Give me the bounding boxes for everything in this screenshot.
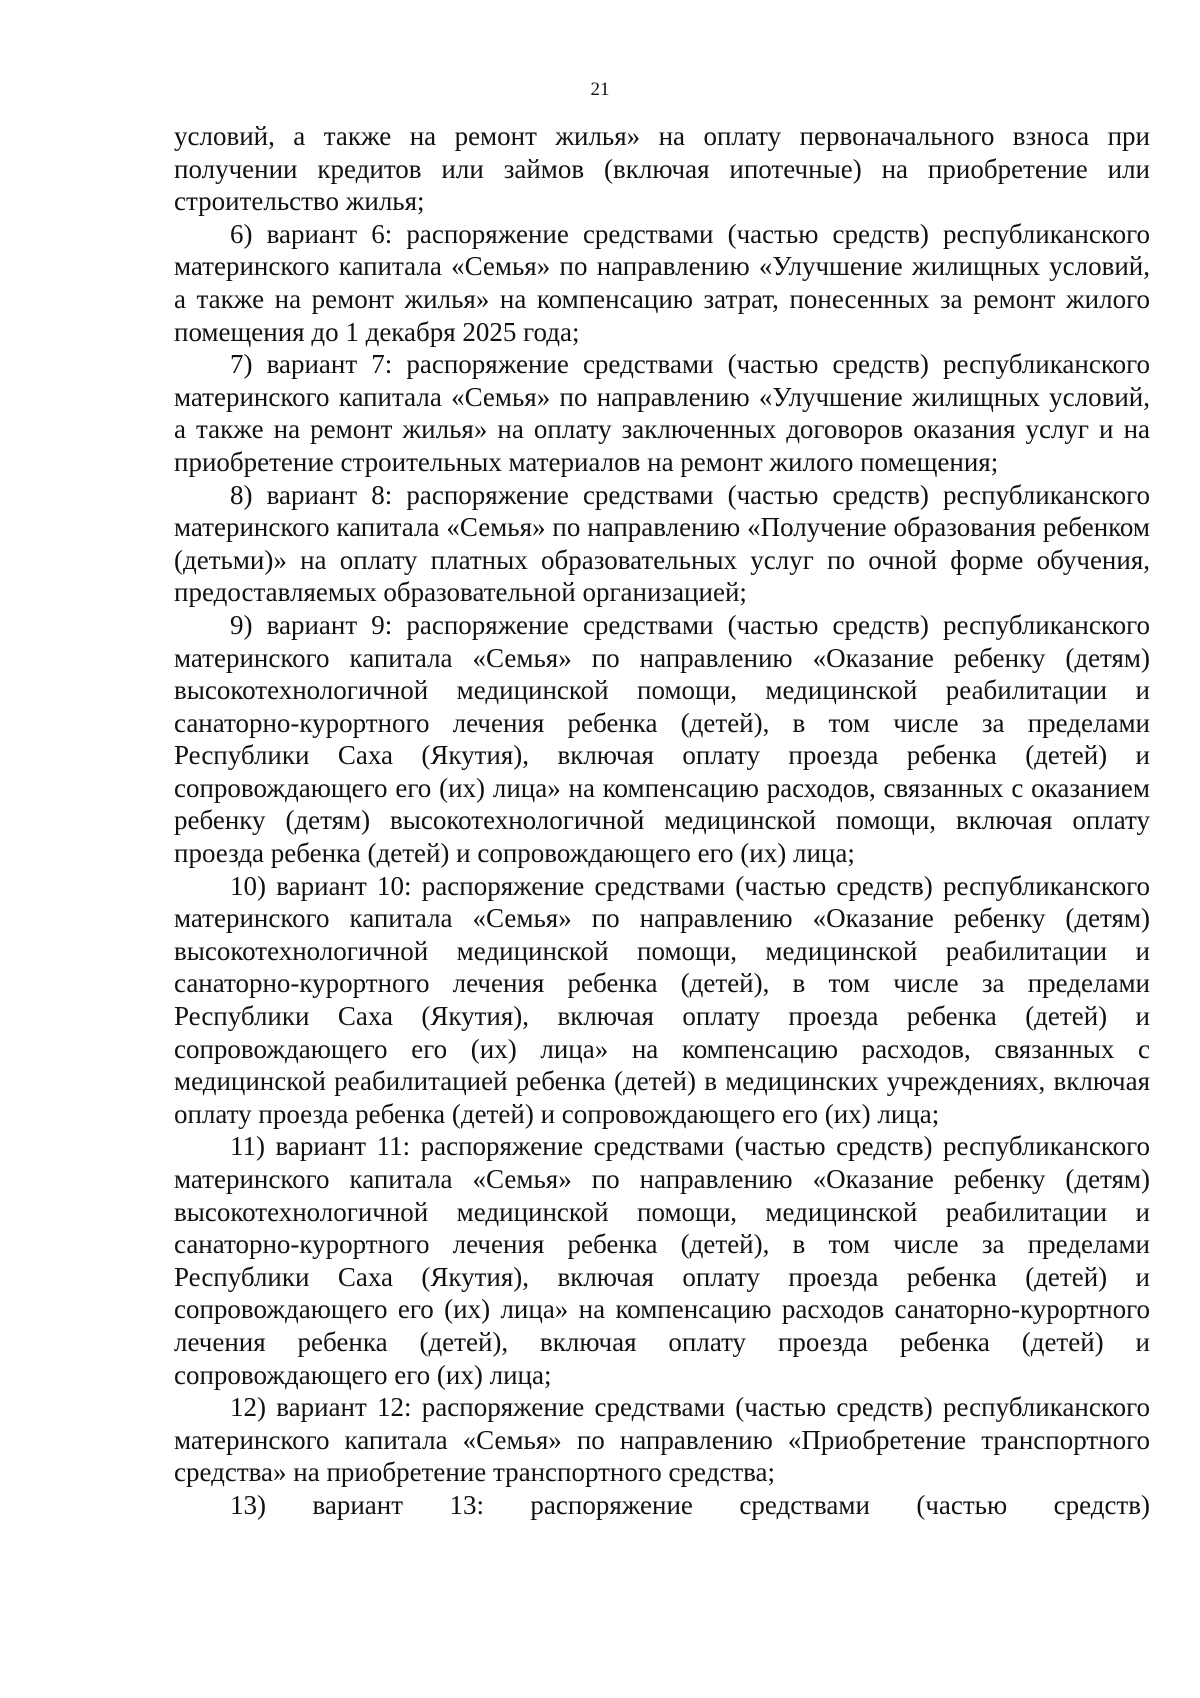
paragraph-variant-6: 6) вариант 6: распоряжение средствами (частью средств) республиканского материнского капитала «Семья» по направлению «Улучшение жилищных условий, а также на ремонт жилья» на компенсацию затрат, понесенных за ремонт жилого помещения до 1 декабря 2025 года; (174, 218, 1150, 347)
paragraph-variant-11: 11) вариант 11: распоряжение средствами (частью средств) республиканского материнского капитала «Семья» по направлению «Оказание ребенку (детям) высокотехнологичной медицинской помощи, медицинской реабилитации и санаторно-курортного лечения ребенка (детей), в том числе за пределами Республики Саха (Якутия), включая оплату проезда ребенка (детей) и сопровождающего его (их) лица» на компенсацию расходов санаторно-курортного лечения ребенка (детей), включая оплату проезда ребенка (детей) и сопровождающего его (их) лица; (174, 1131, 1150, 1390)
paragraph-continuation: условий, а также на ремонт жилья» на оплату первоначального взноса при получении кредитов или займов (включая ипотечные) на приобретение или строительство жилья; (174, 121, 1150, 217)
paragraph-variant-13: 13) вариант 13: распоряжение средствами (частью средств) (230, 1489, 1150, 1520)
paragraph-variant-12: 12) вариант 12: распоряжение средствами (частью средств) республиканского материнского капитала «Семья» по направлению «Приобретение транспортного средства» на приобретение транспортного средства; (174, 1392, 1150, 1488)
paragraph-variant-8: 8) вариант 8: распоряжение средствами (частью средств) республиканского материнского капитала «Семья» по направлению «Получение образования ребенком (детьми)» на оплату платных образовательных услуг по очной форме обучения, предоставляемых образовательной организацией; (174, 479, 1150, 608)
paragraph-variant-7: 7) вариант 7: распоряжение средствами (частью средств) республиканского материнского капитала «Семья» по направлению «Улучшение жилищных условий, а также на ремонт жилья» на оплату заключенных договоров оказания услуг и на приобретение строительных материалов на ремонт жилого помещения; (174, 349, 1150, 477)
page-number: 21 (590, 79, 610, 100)
paragraph-variant-10: 10) вариант 10: распоряжение средствами (частью средств) республиканского материнского капитала «Семья» по направлению «Оказание ребенку (детям) высокотехнологичной медицинской помощи, медицинской реабилитации и санаторно-курортного лечения ребенка (детей), в том числе за пределами Республики Саха (Якутия), включая оплату проезда ребенка (детей) и сопровождающего его (их) лица» на компенсацию расходов, связанных с медицинской реабилитацией ребенка (детей) в медицинских учреждениях, включая оплату проезда ребенка (детей) и сопровождающего его (их) лица; (174, 870, 1150, 1129)
document-body (174, 120, 1150, 1522)
paragraph-variant-9: 9) вариант 9: распоряжение средствами (частью средств) республиканского материнского капитала «Семья» по направлению «Оказание ребенку (детям) высокотехнологичной медицинской помощи, медицинской реабилитации и санаторно-курортного лечения ребенка (детей), в том числе за пределами Республики Саха (Якутия), включая оплату проезда ребенка (детей) и сопровождающего его (их) лица» на компенсацию расходов, связанных с оказанием ребенку (детям) высокотехнологичной медицинской помощи, включая оплату проезда ребенка (детей) и сопровождающего его (их) лица; (174, 609, 1150, 869)
